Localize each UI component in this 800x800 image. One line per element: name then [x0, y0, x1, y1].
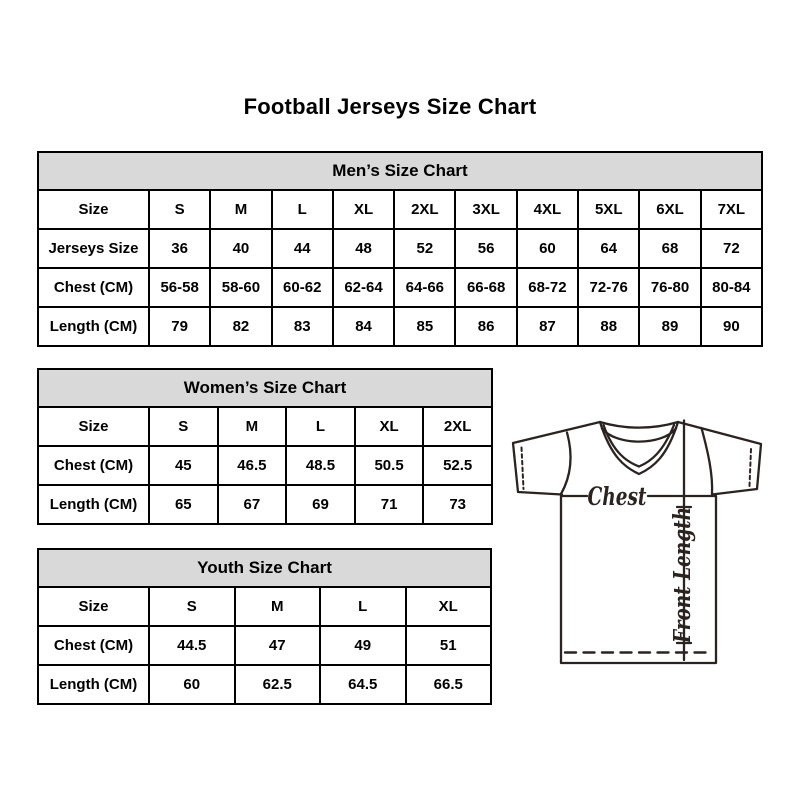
- row-label: Size: [38, 587, 149, 626]
- table-row: [38, 268, 762, 307]
- table-cell: S: [149, 407, 218, 446]
- table-cell: 46.5: [218, 446, 287, 485]
- jersey-diagram-svg: [500, 405, 790, 675]
- table-row: [38, 626, 491, 665]
- jersey-left-armhole: [561, 433, 571, 495]
- chest-label: Chest: [587, 482, 647, 511]
- table-cell: 60-62: [272, 268, 333, 307]
- table-cell: 66.5: [406, 665, 492, 704]
- row-label: Length (CM): [38, 485, 149, 524]
- table-cell: 2XL: [394, 190, 455, 229]
- table-cell: 65: [149, 485, 218, 524]
- table-cell: 64: [578, 229, 639, 268]
- table-cell: XL: [333, 190, 394, 229]
- table-cell: 58-60: [210, 268, 271, 307]
- table-cell: M: [218, 407, 287, 446]
- youth-table-title: Youth Size Chart: [38, 549, 491, 587]
- jersey-left-cuff-stitch: [522, 448, 524, 490]
- front-length-label: Front Length: [669, 473, 696, 643]
- table-row: [38, 190, 762, 229]
- table-cell: 86: [455, 307, 516, 346]
- table-cell: 90: [701, 307, 762, 346]
- jersey-right-cuff-stitch: [750, 449, 752, 486]
- mens-size-chart: [37, 151, 763, 347]
- mens-table-title: Men’s Size Chart: [38, 152, 762, 190]
- table-cell: 36: [149, 229, 210, 268]
- table-cell: 85: [394, 307, 455, 346]
- table-cell: 4XL: [517, 190, 578, 229]
- page-title: Football Jerseys Size Chart: [243, 94, 537, 119]
- table-cell: 68: [639, 229, 700, 268]
- youth-table: [37, 548, 492, 705]
- table-cell: 49: [320, 626, 406, 665]
- table-cell: 60: [517, 229, 578, 268]
- table-cell: 6XL: [639, 190, 700, 229]
- table-cell: 66-68: [455, 268, 516, 307]
- table-cell: L: [286, 407, 355, 446]
- table-cell: XL: [355, 407, 424, 446]
- table-cell: 56-58: [149, 268, 210, 307]
- table-cell: 72: [701, 229, 762, 268]
- table-cell: 56: [455, 229, 516, 268]
- table-cell: 52.5: [423, 446, 492, 485]
- table-cell: 64-66: [394, 268, 455, 307]
- jersey-right-sleeve: [678, 422, 761, 495]
- table-row: [38, 485, 492, 524]
- table-cell: 72-76: [578, 268, 639, 307]
- jersey-right-armhole: [702, 428, 713, 494]
- table-header-row: [38, 549, 491, 587]
- row-label: Chest (CM): [38, 626, 149, 665]
- table-cell: 76-80: [639, 268, 700, 307]
- table-cell: 80-84: [701, 268, 762, 307]
- jersey-measurement-diagram: [500, 405, 790, 675]
- table-row: [38, 665, 491, 704]
- row-label: Size: [38, 190, 149, 229]
- table-cell: S: [149, 190, 210, 229]
- table-cell: 44: [272, 229, 333, 268]
- table-cell: 48: [333, 229, 394, 268]
- table-cell: 7XL: [701, 190, 762, 229]
- table-cell: L: [320, 587, 406, 626]
- row-label: Length (CM): [38, 307, 149, 346]
- table-cell: 48.5: [286, 446, 355, 485]
- table-row: [38, 229, 762, 268]
- table-cell: 50.5: [355, 446, 424, 485]
- table-cell: 40: [210, 229, 271, 268]
- womens-table-title: Women’s Size Chart: [38, 369, 492, 407]
- table-header-row: [38, 369, 492, 407]
- table-cell: 51: [406, 626, 492, 665]
- table-cell: 84: [333, 307, 394, 346]
- table-cell: 68-72: [517, 268, 578, 307]
- table-cell: M: [210, 190, 271, 229]
- table-header-row: [38, 152, 762, 190]
- row-label: Chest (CM): [38, 268, 149, 307]
- row-label: Length (CM): [38, 665, 149, 704]
- table-cell: L: [272, 190, 333, 229]
- row-label: Size: [38, 407, 149, 446]
- table-cell: 62-64: [333, 268, 394, 307]
- table-row: [38, 307, 762, 346]
- table-cell: 52: [394, 229, 455, 268]
- table-cell: 79: [149, 307, 210, 346]
- jersey-collar-top: [600, 422, 678, 428]
- mens-table: [37, 151, 763, 347]
- table-cell: 62.5: [235, 665, 321, 704]
- table-cell: 60: [149, 665, 235, 704]
- table-cell: 87: [517, 307, 578, 346]
- table-cell: 2XL: [423, 407, 492, 446]
- table-cell: 71: [355, 485, 424, 524]
- table-cell: 64.5: [320, 665, 406, 704]
- table-cell: 45: [149, 446, 218, 485]
- womens-table: [37, 368, 493, 525]
- table-cell: M: [235, 587, 321, 626]
- table-cell: 3XL: [455, 190, 516, 229]
- table-cell: 89: [639, 307, 700, 346]
- table-cell: 47: [235, 626, 321, 665]
- table-cell: XL: [406, 587, 492, 626]
- table-row: [38, 407, 492, 446]
- table-cell: 82: [210, 307, 271, 346]
- row-label: Chest (CM): [38, 446, 149, 485]
- row-label: Jerseys Size: [38, 229, 149, 268]
- table-cell: 83: [272, 307, 333, 346]
- table-cell: 73: [423, 485, 492, 524]
- table-row: [38, 587, 491, 626]
- youth-size-chart: [37, 548, 492, 705]
- womens-size-chart: [37, 368, 493, 525]
- jersey-collar-band: [602, 429, 676, 442]
- table-cell: 67: [218, 485, 287, 524]
- table-cell: 88: [578, 307, 639, 346]
- table-row: [38, 446, 492, 485]
- jersey-collar-inner-v: [604, 425, 675, 467]
- table-cell: 5XL: [578, 190, 639, 229]
- table-cell: 69: [286, 485, 355, 524]
- table-cell: 44.5: [149, 626, 235, 665]
- table-cell: S: [149, 587, 235, 626]
